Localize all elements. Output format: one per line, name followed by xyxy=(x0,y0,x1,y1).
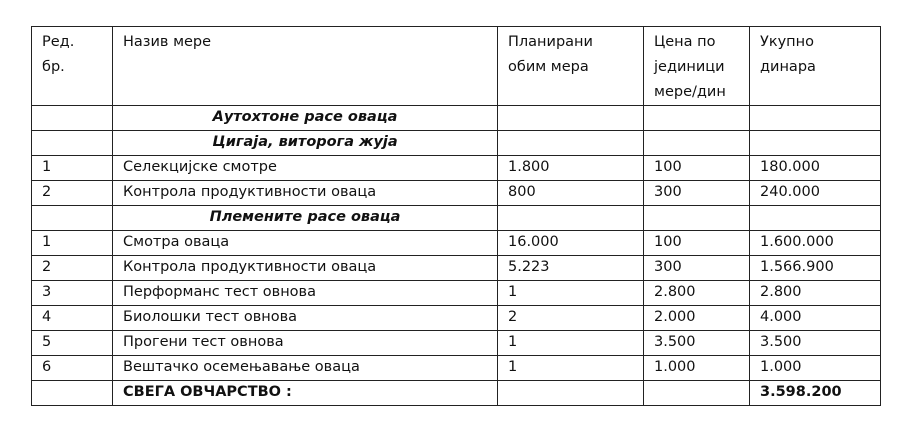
total-row xyxy=(32,381,881,406)
empty-cell xyxy=(498,381,644,406)
header-text: Цена по xyxy=(654,34,716,50)
planned-volume: 1 xyxy=(498,331,644,356)
section-row xyxy=(32,106,881,131)
header-text: Планирани xyxy=(508,34,593,50)
total-dinars: 1.000 xyxy=(750,356,881,381)
empty-cell xyxy=(498,106,644,131)
unit-price: 1.000 xyxy=(644,356,750,381)
header-text: динара xyxy=(760,59,816,75)
row-number: 6 xyxy=(32,356,113,381)
header-row-number xyxy=(32,27,113,106)
total-label: СВЕГА ОВЧАРСТВО : xyxy=(113,381,498,406)
planned-volume: 2 xyxy=(498,306,644,331)
empty-cell xyxy=(750,206,881,231)
measure-name: Биолошки тест овнова xyxy=(113,306,498,331)
planned-volume: 16.000 xyxy=(498,231,644,256)
total-dinars: 180.000 xyxy=(750,156,881,181)
grand-total: 3.598.200 xyxy=(750,381,881,406)
measure-name: Смотра оваца xyxy=(113,231,498,256)
measure-name: Селекцијске смотре xyxy=(113,156,498,181)
header-text: Укупно xyxy=(760,34,815,50)
section-row xyxy=(32,206,881,231)
header-text: мере/дин xyxy=(654,84,726,100)
empty-cell xyxy=(750,106,881,131)
measure-name: Прогени тест овнова xyxy=(113,331,498,356)
section-row xyxy=(32,131,881,156)
empty-cell xyxy=(32,206,113,231)
measure-name: Перформанс тест овнова xyxy=(113,281,498,306)
header-measure-name xyxy=(113,27,498,106)
total-dinars: 240.000 xyxy=(750,181,881,206)
row-number: 2 xyxy=(32,256,113,281)
row-number: 4 xyxy=(32,306,113,331)
row-number: 5 xyxy=(32,331,113,356)
header-text: јединици xyxy=(654,59,725,75)
measure-name: Контрола продуктивности оваца xyxy=(113,256,498,281)
section-title: Цигаја, виторога жуја xyxy=(113,131,498,156)
sheep-farming-measures-table xyxy=(31,26,881,406)
unit-price: 3.500 xyxy=(644,331,750,356)
total-dinars: 2.800 xyxy=(750,281,881,306)
header-row xyxy=(32,27,881,106)
total-dinars: 1.600.000 xyxy=(750,231,881,256)
empty-cell xyxy=(644,131,750,156)
total-dinars: 3.500 xyxy=(750,331,881,356)
unit-price: 100 xyxy=(644,231,750,256)
header-planned-volume xyxy=(498,27,644,106)
table-row xyxy=(32,231,881,256)
row-number: 1 xyxy=(32,156,113,181)
measure-name: Вештачко осемењавање оваца xyxy=(113,356,498,381)
total-dinars: 1.566.900 xyxy=(750,256,881,281)
table-row xyxy=(32,181,881,206)
unit-price: 2.000 xyxy=(644,306,750,331)
header-text: бр. xyxy=(42,59,65,75)
header-text: Назив мере xyxy=(123,34,212,50)
table-row xyxy=(32,281,881,306)
row-number: 3 xyxy=(32,281,113,306)
planned-volume: 1 xyxy=(498,281,644,306)
table-row xyxy=(32,356,881,381)
empty-cell xyxy=(32,106,113,131)
table-row xyxy=(32,156,881,181)
row-number: 1 xyxy=(32,231,113,256)
empty-cell xyxy=(644,381,750,406)
empty-cell xyxy=(750,131,881,156)
planned-volume: 1 xyxy=(498,356,644,381)
unit-price: 2.800 xyxy=(644,281,750,306)
header-text: обим мера xyxy=(508,59,589,75)
section-title: Племените расе оваца xyxy=(113,206,498,231)
table-row xyxy=(32,256,881,281)
measure-name: Контрола продуктивности оваца xyxy=(113,181,498,206)
header-text: Ред. xyxy=(42,34,75,50)
section-title: Аутохтоне расе оваца xyxy=(113,106,498,131)
total-dinars: 4.000 xyxy=(750,306,881,331)
empty-cell xyxy=(32,131,113,156)
empty-cell xyxy=(644,206,750,231)
unit-price: 300 xyxy=(644,181,750,206)
empty-cell xyxy=(32,381,113,406)
header-total-dinars xyxy=(750,27,881,106)
empty-cell xyxy=(498,206,644,231)
row-number: 2 xyxy=(32,181,113,206)
planned-volume: 800 xyxy=(498,181,644,206)
planned-volume: 1.800 xyxy=(498,156,644,181)
planned-volume: 5.223 xyxy=(498,256,644,281)
table-row xyxy=(32,331,881,356)
empty-cell xyxy=(498,131,644,156)
table-row xyxy=(32,306,881,331)
empty-cell xyxy=(644,106,750,131)
unit-price: 300 xyxy=(644,256,750,281)
unit-price: 100 xyxy=(644,156,750,181)
header-unit-price xyxy=(644,27,750,106)
